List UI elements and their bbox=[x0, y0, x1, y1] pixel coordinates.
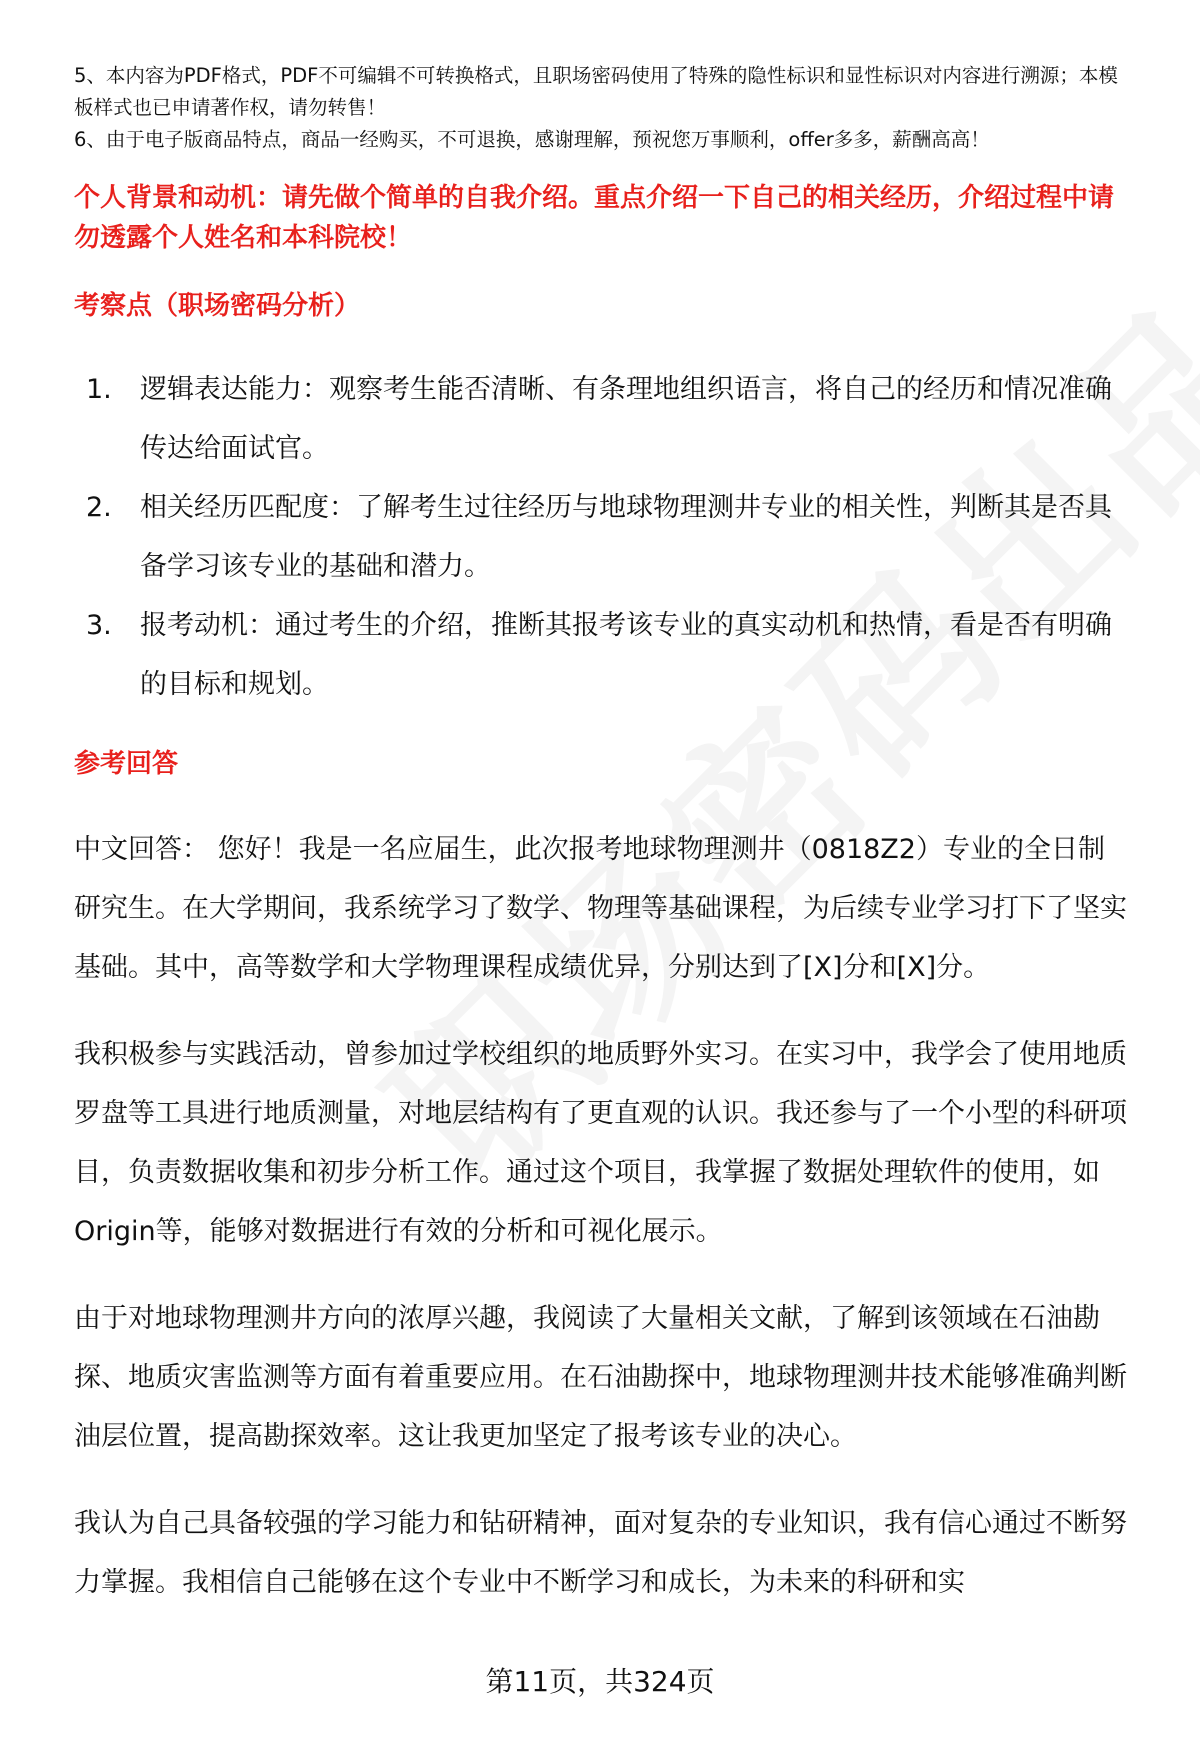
list-item-number: 2. bbox=[86, 492, 112, 523]
list-item-text: 报考动机：通过考生的介绍，推断其报考该专业的真实动机和热情，看是否有明确的目标和规划。 bbox=[140, 610, 1112, 700]
answer-title: 参考回答 bbox=[74, 749, 179, 779]
list-item-number: 1. bbox=[86, 374, 112, 405]
analysis-title: 考察点（职场密码分析） bbox=[74, 291, 361, 321]
answer-paragraph: 由于对地球物理测井方向的浓厚兴趣，我阅读了大量相关文献，了解到该领域在石油勘探、地质灾害监测等方面有着重要应用。在石油勘探中，地球物理测井技术能够准确判断油层位置，提高勘探效率。这让我更加坚定了报考该专业的决心。 bbox=[74, 1303, 1127, 1452]
notice-block bbox=[74, 60, 1128, 156]
question-heading: 个人背景和动机：请先做个简单的自我介绍。重点介绍一下自己的相关经历，介绍过程中请勿透露个人姓名和本科院校！ bbox=[74, 183, 1115, 253]
list-item bbox=[74, 478, 1128, 596]
list-item bbox=[74, 360, 1128, 478]
notice-item: 6、由于电子版商品特点，商品一经购买，不可退换，感谢理解，预祝您万事顺利，offer多多，薪酬高高！ bbox=[74, 128, 990, 151]
page-number: 第11页，共324页 bbox=[485, 1665, 715, 1698]
answer-paragraph: 我认为自己具备较强的学习能力和钻研精神，面对复杂的专业知识，我有信心通过不断努力掌握。我相信自己能够在这个专业中不断学习和成长，为未来的科研和实 bbox=[74, 1508, 1127, 1598]
list-item-text: 逻辑表达能力：观察考生能否清晰、有条理地组织语言，将自己的经历和情况准确传达给面试官。 bbox=[140, 374, 1112, 464]
analysis-points-list bbox=[74, 360, 1128, 714]
answer-paragraph: 我积极参与实践活动，曾参加过学校组织的地质野外实习。在实习中，我学会了使用地质罗盘等工具进行地质测量，对地层结构有了更直观的认识。我还参与了一个小型的科研项目，负责数据收集和初步分析工作。通过这个项目，我掌握了数据处理软件的使用，如Origin等，能够对数据进行有效的分析和可视化展示。 bbox=[74, 1039, 1127, 1247]
list-item-text: 相关经历匹配度：了解考生过往经历与地球物理测井专业的相关性，判断其是否具备学习该专业的基础和潜力。 bbox=[140, 492, 1112, 582]
answer-paragraph: 中文回答： 您好！我是一名应届生，此次报考地球物理测井（0818Z2）专业的全日制研究生。在大学期间，我系统学习了数学、物理等基础课程，为后续专业学习打下了坚实基础。其中，高等数学和大学物理课程成绩优异，分别达到了[X]分和[X]分。 bbox=[74, 834, 1127, 983]
list-item bbox=[74, 596, 1128, 714]
notice-item: 5、本内容为PDF格式，PDF不可编辑不可转换格式，且职场密码使用了特殊的隐性标识和显性标识对内容进行溯源；本模板样式也已申请著作权，请勿转售！ bbox=[74, 64, 1118, 119]
list-item-number: 3. bbox=[86, 610, 112, 641]
